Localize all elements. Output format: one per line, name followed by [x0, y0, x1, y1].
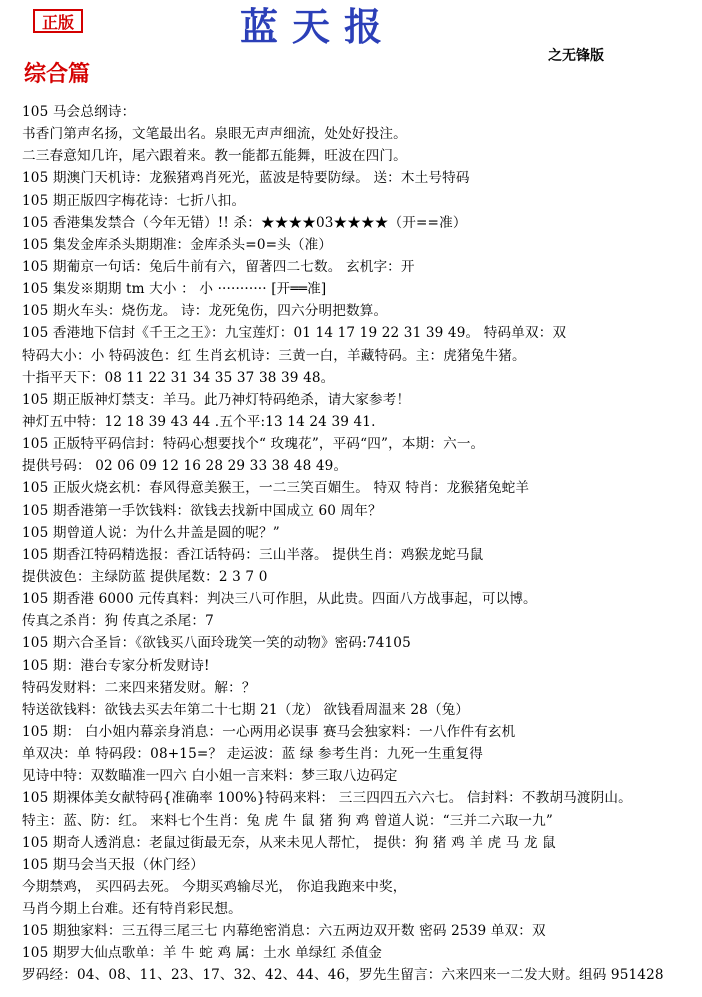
text-line: 105 正版火烧玄机：春风得意美猴王，一二三笑百媚生。 特双 特肖：龙猴猪兔蛇羊: [22, 480, 530, 497]
text-line: 105 期：港台专家分析发财诗!: [22, 657, 210, 674]
text-line: 105 期香港第一手饮钱料：欲钱去找新中国成立 60 周年？: [22, 502, 382, 519]
text-line: 105 期澳门天机诗：龙猴猪鸡肖死光，蓝波是特要防绿。 送：木土号特码: [22, 170, 470, 187]
text-line: 105 集发金库杀头期期准：金库杀头=0=头（准）: [22, 236, 333, 253]
text-line: 105 期奇人透消息：老鼠过街最无奈，从来未见人帮忙， 提供：狗 猪 鸡 羊 虎 马 龙 鼠: [22, 834, 556, 851]
section-title: 综合篇: [24, 61, 91, 87]
text-line: 特码大小：小 特码波色：红 生肖玄机诗：三黄一白，羊藏特码。主：虎猪兔牛猪。: [22, 347, 526, 364]
text-line: 罗码经：04、08、11、23、17、32、42、44、46，罗先生留言：六来四来一二发大财。组码 951428: [22, 967, 664, 984]
newspaper-title: 蓝天报: [240, 5, 397, 49]
text-line: 105 期香港 6000 元传真料：判决三八可作胆，从此贵。四面八方战事起，可以博。: [22, 591, 537, 608]
text-line: 105 期马会当天报（休门经）: [22, 856, 205, 873]
text-line: 105 期六合圣旨：《欲钱买八面玲珑笑一笑的动物》密码:74105: [22, 635, 411, 652]
text-line: 见诗中特：双数瞄准一四六 白小姐一言来料：梦三取八边码定: [22, 768, 398, 785]
text-line: 105 期罗大仙点歌单：羊 牛 蛇 鸡 属：土水 单绿红 杀值金: [22, 945, 383, 962]
article-body: [22, 101, 694, 987]
edition-label: 之无锋版: [548, 48, 604, 64]
text-line: 提供波色：主绿防蓝 提供尾数：2 3 7 0: [22, 568, 268, 585]
text-line: 十指平天下：08 11 22 31 34 35 37 38 39 48。: [22, 369, 335, 386]
text-line: 书香门第声名扬，文笔最出名。泉眼无声声细流，处处好投注。: [22, 126, 407, 143]
text-line: 马肖今期上台难。还有特肖彩民想。: [22, 901, 242, 918]
text-line: 105 集发※期期 tm 大小 ： 小 ··········· [开══准]: [22, 281, 327, 298]
text-line: 二三春意知几许，尾六跟着来。教一能都五能舞，旺波在四门。: [22, 148, 407, 165]
text-line: 105 期火车头：烧伤龙。 诗：龙死兔伤，四六分明把数算。: [22, 303, 388, 320]
text-line: 105 期正版神灯禁支：羊马。此乃神灯特码绝杀，请大家参考！: [22, 391, 411, 408]
text-line: 105 期： 白小姐内幕亲身消息：一心两用必误事 赛马会独家料：一八作件有玄机: [22, 723, 516, 740]
text-line: 105 香港集发禁合（今年无错）!! 杀：★★★★03★★★★（开==准）: [22, 214, 467, 231]
text-line: 特主：蓝、防：红。 来料七个生肖：兔 虎 牛 鼠 猪 狗 鸡 曾道人说：“三并二六取一九”: [22, 812, 553, 829]
text-line: 提供号码： 02 06 09 12 16 28 29 33 38 48 49。: [22, 458, 348, 475]
text-line: 105 马会总纲诗：: [22, 104, 136, 120]
text-line: 神灯五中特：12 18 39 43 44 .五个平:13 14 24 39 41.: [22, 413, 376, 430]
text-line: 105 期葡京一句话：兔后牛前有六，留著四二七数。 玄机字：开: [22, 258, 415, 275]
text-line: 特码发财料：二来四来猪发财。解：？: [22, 679, 256, 696]
text-line: 105 正版特平码信封：特码心想要找个“ 玫瑰花”，平码“四”，本期：六一。: [22, 436, 485, 453]
text-line: 单双决：单 特码段：08+15=？ 走运波：蓝 绿 参考生肖：九死一生重复得: [22, 746, 483, 763]
text-line: 特送欲钱料：欲钱去买去年第二十七期 21（龙） 欲钱看周温来 28（兔）: [22, 701, 470, 718]
text-line: 传真之杀肖：狗 传真之杀尾：7: [22, 613, 214, 630]
official-edition-badge: 正版: [33, 9, 83, 33]
text-line: 105 香港地下信封《千王之王》：九宝莲灯：01 14 17 19 22 31 39 49。 特码单双：双: [22, 325, 567, 342]
text-line: 105 期曾道人说：为什么井盖是圆的呢？”: [22, 524, 280, 541]
text-line: 105 期正版四字梅花诗：七折八扣。: [22, 192, 246, 209]
text-line: 105 期独家料：三五得三尾三七 内幕绝密消息：六五两边双开数 密码 2539 单双：双: [22, 923, 546, 940]
text-line: 105 期香江特码精选报：香江话特码：三山半落。 提供生肖：鸡猴龙蛇马鼠: [22, 546, 484, 563]
text-line: 今期禁鸡， 买四码去死。 今期买鸡输尽光， 你追我跑来中奖，: [22, 878, 407, 895]
text-line: 105 期裸体美女献特码{准确率 100%}特码来料： 三三四四五六六七。 信封料：不教胡马渡阴山。: [22, 790, 632, 807]
